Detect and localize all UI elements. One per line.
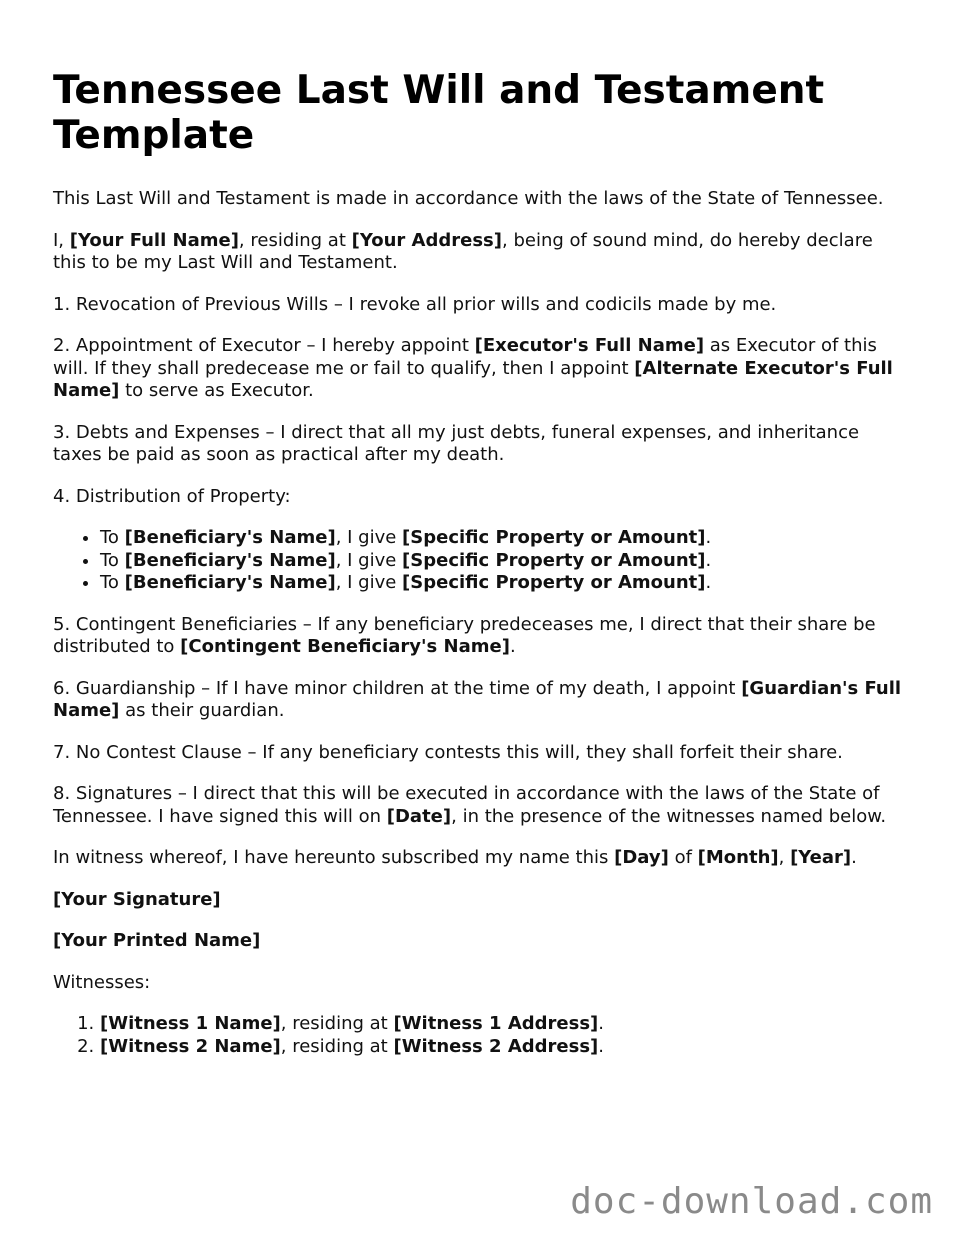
list-item: • To [Beneficiary's Name], I give [Specific Property or Amount].	[100, 572, 903, 595]
placeholder-address: [Your Address]	[351, 229, 502, 251]
placeholder-contingent: [Contingent Beneficiary's Name]	[180, 636, 510, 657]
document-page	[53, 68, 903, 1077]
section-guardianship: 6. Guardianship – If I have minor children at the time of my death, I appoint [Guardian's Full Name] as their guardian.	[53, 677, 902, 721]
section-no-contest: 7. No Contest Clause – If any beneficiary contests this will, they shall forfeit their share.	[53, 741, 843, 763]
list-item: 2. [Witness 2 Name], residing at [Witness 2 Address].	[100, 1036, 903, 1059]
witness-clause: In witness whereof, I have hereunto subscribed my name this [Day] of [Month], [Year].	[53, 847, 857, 868]
placeholder-alternate-executor: [Alternate Executor's Full Name]	[53, 357, 893, 401]
declaration-paragraph: I, [Your Full Name], residing at [Your Address], being of sound mind, do hereby declare this to be my Last Will and Testament.	[53, 229, 873, 273]
watermark: doc-download.com	[570, 1181, 933, 1222]
placeholder-executor: [Executor's Full Name]	[474, 335, 705, 356]
document-title: Tennessee Last Will and Testament Template	[53, 68, 825, 158]
placeholder-guardian: [Guardian's Full Name]	[53, 677, 902, 721]
witnesses-label: Witnesses:	[53, 971, 151, 993]
section-distribution-heading: 4. Distribution of Property:	[53, 485, 291, 507]
list-item: 1. [Witness 1 Name], residing at [Witness 1 Address].	[100, 1013, 903, 1036]
placeholder-full-name: [Your Full Name]	[69, 229, 239, 251]
section-revocation: 1. Revocation of Previous Wills – I revoke all prior wills and codicils made by me.	[53, 293, 777, 315]
list-item: • To [Beneficiary's Name], I give [Specific Property or Amount].	[100, 527, 903, 550]
printed-name-line: [Your Printed Name]	[53, 930, 261, 951]
witnesses-list	[53, 1013, 903, 1058]
section-signatures: 8. Signatures – I direct that this will be executed in accordance with the laws of the State of Tennessee. I have signed this will on [Date], in the presence of the witnesses named below.	[53, 783, 887, 827]
signature-line: [Your Signature]	[53, 888, 221, 910]
section-executor: 2. Appointment of Executor – I hereby appoint [Executor's Full Name] as Executor of this will. If they shall predecease me or fail to qualify, then I appoint [Alternate Executor's Full Name] to serve as Executor.	[53, 335, 893, 401]
section-debts: 3. Debts and Expenses – I direct that all my just debts, funeral expenses, and inheritance taxes be paid as soon as practical after my death.	[53, 421, 860, 465]
list-item: • To [Beneficiary's Name], I give [Specific Property or Amount].	[100, 550, 903, 573]
section-contingent: 5. Contingent Beneficiaries – If any beneficiary predeceases me, I direct that their share be distributed to [Contingent Beneficiary's Name].	[53, 613, 876, 657]
distribution-list	[53, 527, 903, 595]
placeholder-date: [Date]	[386, 805, 452, 827]
intro-paragraph: This Last Will and Testament is made in accordance with the laws of the State of Tennessee.	[53, 188, 884, 209]
